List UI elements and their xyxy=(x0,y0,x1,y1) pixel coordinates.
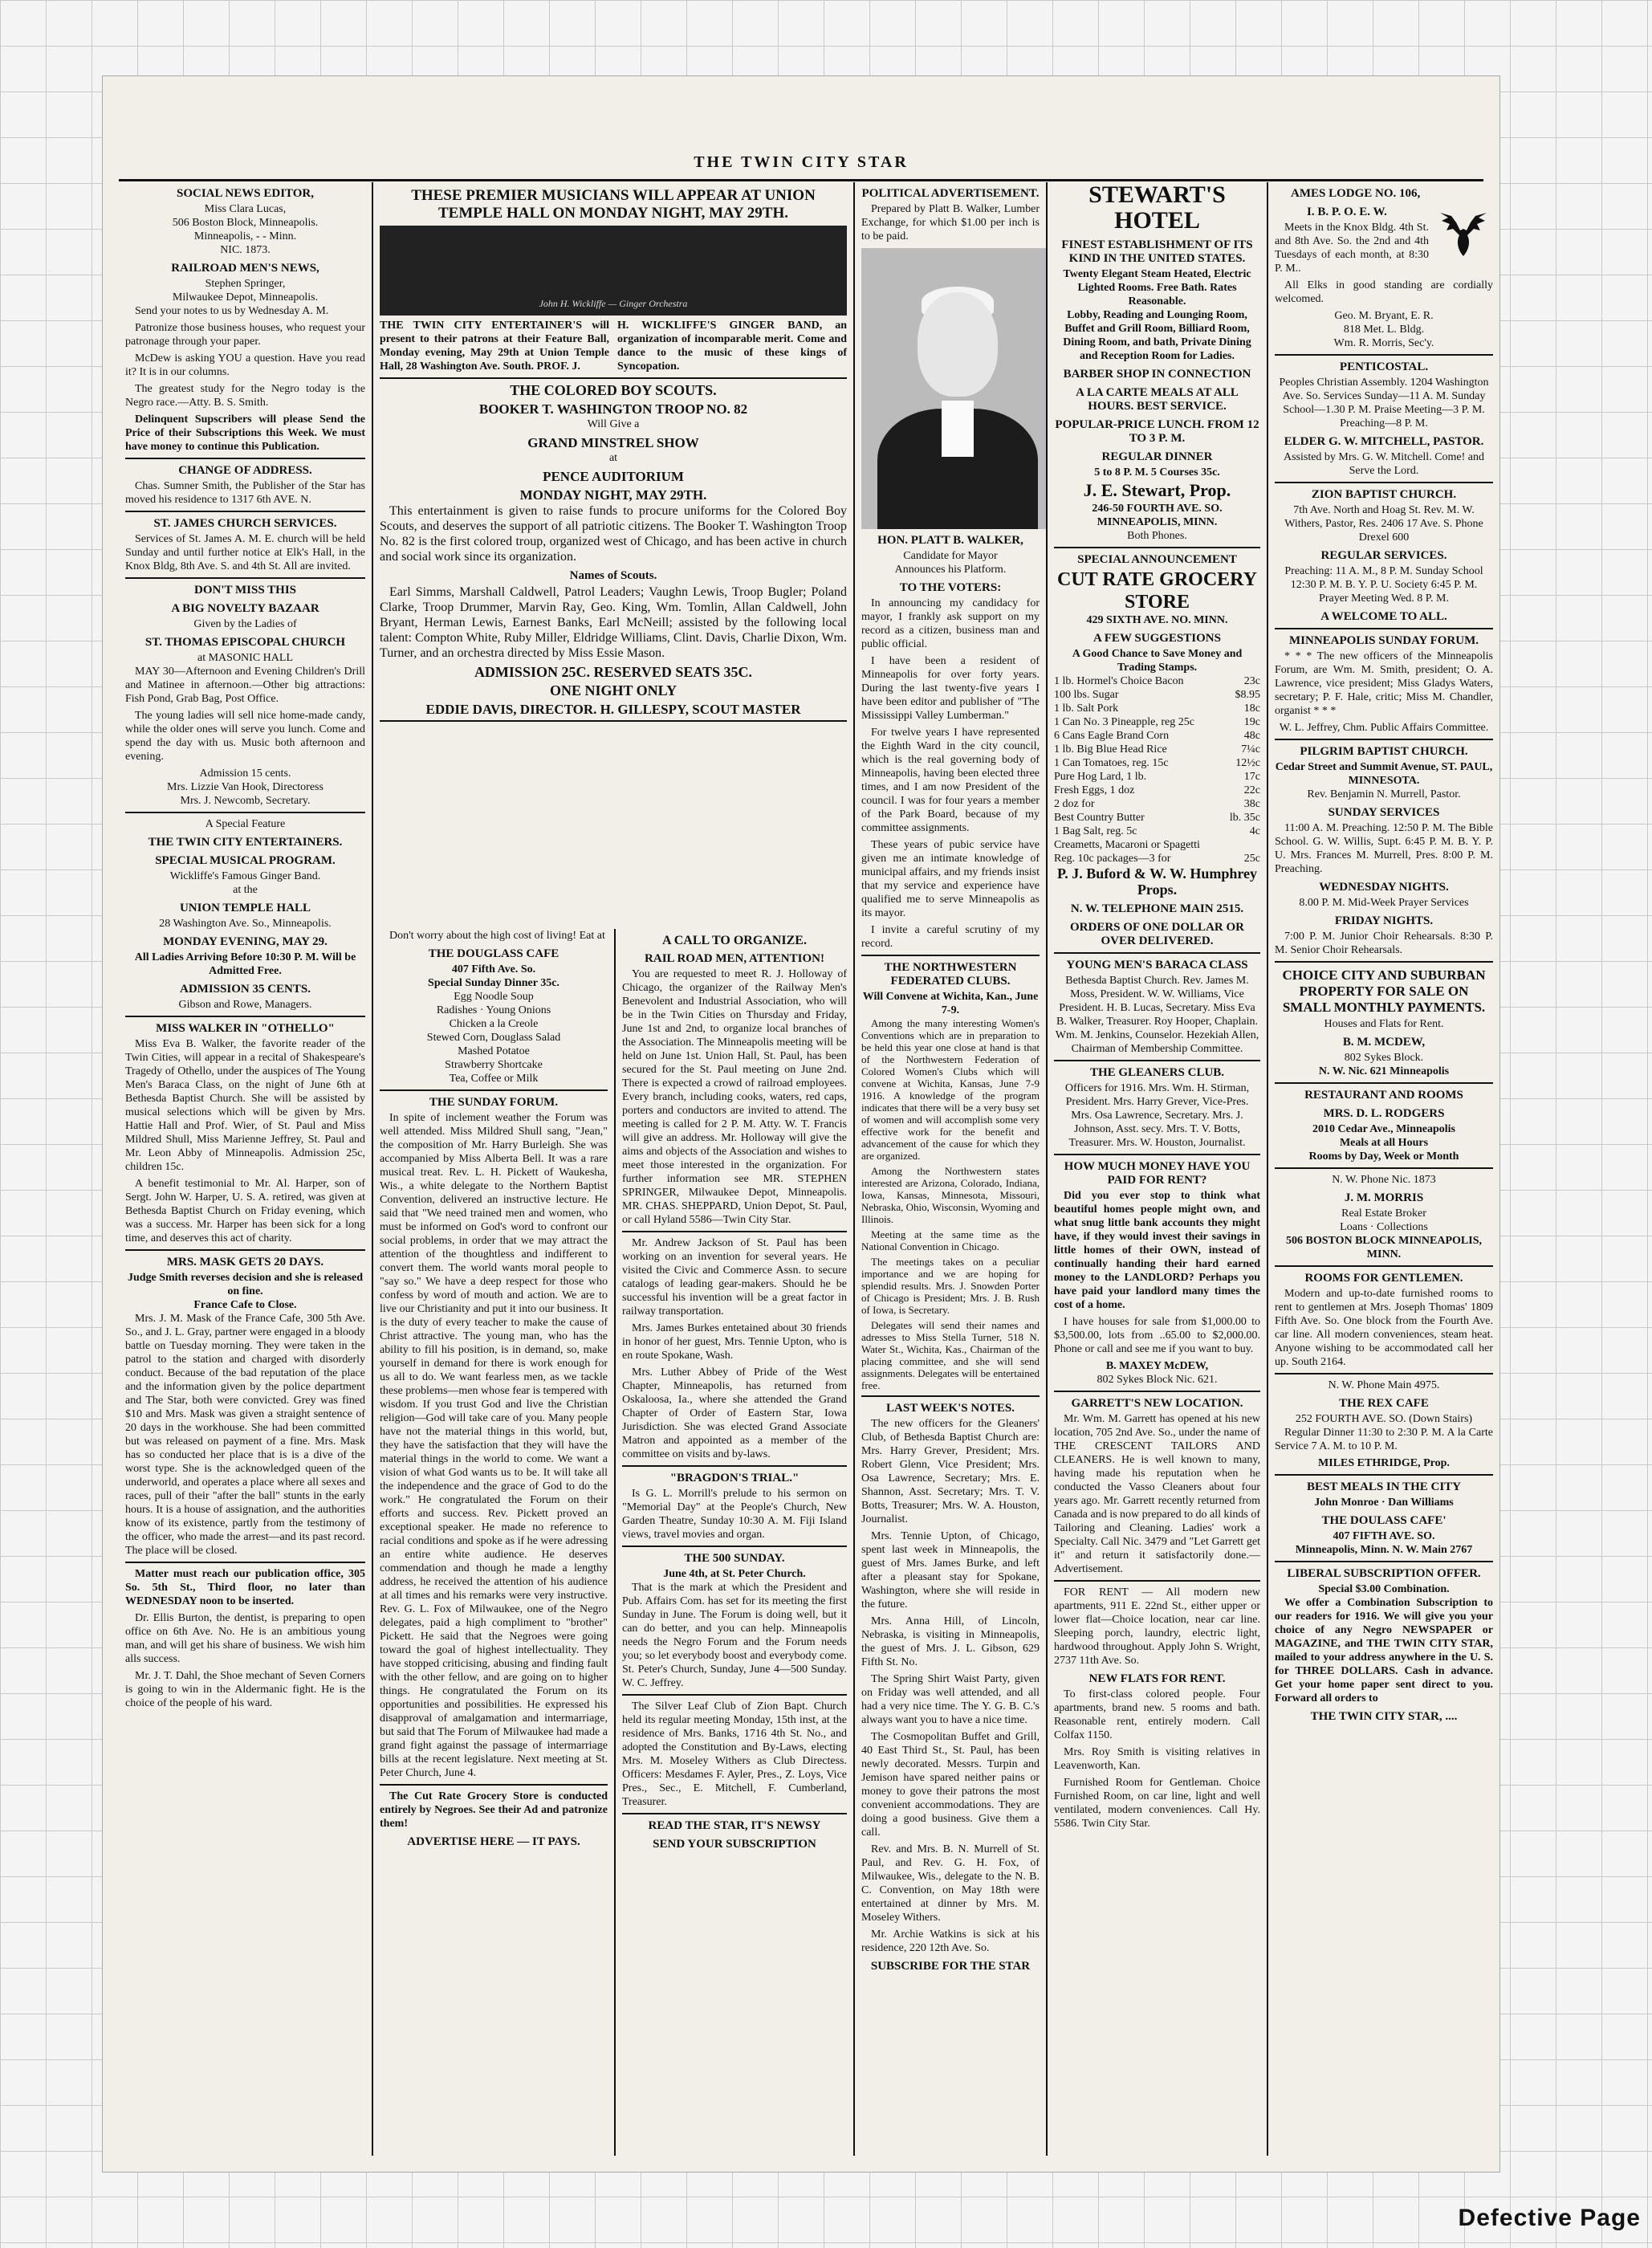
price-value: 23c xyxy=(1243,675,1260,687)
best-owners: John Monroe · Dan Williams xyxy=(1314,1497,1454,1509)
grocery-heading: CUT RATE GROCERY STORE xyxy=(1057,569,1257,613)
lastweek-text: Mrs. Tennie Upton, of Chicago, spent last week in Minneapolis, the guest of Mrs. James Burke, and left after a pleasant stay for Spokane, Washington, where she will reside in the future. xyxy=(861,1530,1040,1611)
rex-heading: THE REX CAFE xyxy=(1339,1397,1429,1410)
price-value: 48c xyxy=(1243,730,1260,742)
column-5 xyxy=(1268,182,1499,2156)
pilgrim-times: 11:00 A. M. Preaching. 12:50 P. M. The Bible School. G. W. Willis, Supt. 6:45 P. M. B. Y. P. U. Mrs. Frances M. Murrell, Pres. 8:00 P. M. Preaching. xyxy=(1275,822,1493,875)
price-row xyxy=(1054,756,1260,770)
othello-heading: MISS WALKER IN "OTHELLO" xyxy=(156,1022,335,1035)
political-text: Prepared by Platt B. Walker, Lumber Exchange, for which $1.00 per inch is to be paid. xyxy=(861,203,1040,242)
defective-page-label: Defective Page xyxy=(1458,2205,1641,2231)
restaurant-owner: MRS. D. L. RODGERS xyxy=(1323,1107,1445,1120)
price-item: 1 Can No. 3 Pineapple, reg 25c xyxy=(1054,716,1194,728)
voters-heading: TO THE VOTERS: xyxy=(899,581,1002,594)
mask-sub: Judge Smith reverses decision and she is released on fine. xyxy=(127,1272,364,1297)
grocery-orders: ORDERS OF ONE DOLLAR OR OVER DELIVERED. xyxy=(1070,921,1244,947)
price-value: 25c xyxy=(1243,853,1260,865)
scouts-body: This entertainment is given to raise funds to procure uniforms for the Colored Boy Scouts, and deserves the support of all patriotic citizens. The Booker T. Washington Troop No. 82 is the first colored troup, organized west of Chicago, and has been active in church and social work since its organization. xyxy=(380,504,847,564)
forum-text: In spite of inclement weather the Forum was well attended. Miss Mildred Shull sang, "Jean," the composition of Mr. Harry Burleigh. She was accompanied by Miss Alberta Bell. It was a rare musical treat. Rev. L. H. Pickett of Waukesha, Wis., a white delegate to the Northern Baptist Convention, delivered an instructive lecture. He said that "We need trained men and women, who must be informed on God's word to confront our social problems, in order that we may attract the attention of the thoughtless and indifferent to convert them. The world wants moral people to "say so." We have a deep respect for those who confess by word of mouth and action. We are to live our Christianity and put it into our business. It is the duty of every teacher to make the cause of Christ attractive. The young man, who has the ability to fill his position, is in demand, so, make yourself in demand for there is work enough for us all to do. We want fearless men, as we tackle these problems—men whose fear is tempered with wisdom. If you trust God and live the Christian religion—God will take care of you. Many people have not the material things in this world, but, they have the satisfaction that they will have the material things in the world to come. We want a vision of what God wants us to be. It will take all the independence and the grace of God to do the work." He congratulated the Forum on their efforts and success. Rev. Pickett proved an exceptional speaker. He made no reference to racial conditions and spoke as if he were adressing an entire white audience. He deserves commendation and though he made a lengthy address, he received the attention of his audience at all times and his remarks were very instructive. Rev. G. L. Fox of Milwaukee, one of the Negro delegates, paid a high compliment to "brother" Pickett. He said that the Negroes were going toward the goal of highest intellectuality. They have stopped criticising, abusing and finding fault with the other fellow, and are going on to higher things. He congratulated the Forum on its opportunities and possibilities. He expressed his disapproval of amalgamation and intermarriage, but said that The Forum of Milwaukee had made a grand fight against the passage of intermarriage bills at the recent legislature. Next meeting at St. Peter Church, June 4. xyxy=(380,1112,608,1779)
silverleaf-note: The Silver Leaf Club of Zion Bapt. Church held its regular meeting Monday, 15th inst, at the residence of Mrs. Banks, 1716 4th St. No., and adopted the Constitution and By-Laws, electing Mrs. M. Moseley Withers as Club Directess. Officers: Mesdames F. Ayler, Pres., Z. Loys, Vice Pres., Sec., E. Mitchell, F. Cumberland, Treasurer. xyxy=(622,1700,847,1808)
rent-text: I have houses for sale from $1,000.00 to $3,500.00, lots from ..65.00 to $2,000.00. Phone or call and see me if you want to buy. xyxy=(1054,1316,1260,1355)
stjames-heading: ST. JAMES CHURCH SERVICES. xyxy=(153,517,337,530)
nw-text: Among the many interesting Women's Conventions which are in preparation to be held this year one close at hand is that of the Northwestern Federation of Colored Women's Clubs which will convene at Wichita, Kansas, June 7-9 1916. A knowledge of the program indicates that there will be a very busy set of women and will accomplish some very effective work for the benefit and advancement of the cause for which they are organized. xyxy=(861,1017,1040,1162)
best-address: 407 FIFTH AVE. SO. xyxy=(1333,1530,1435,1542)
gleaners-heading: THE GLEANERS CLUB. xyxy=(1089,1066,1225,1079)
restaurant-rooms: Rooms by Day, Week or Month xyxy=(1308,1150,1459,1163)
price-row xyxy=(1054,838,1260,852)
hotel-line: A LA CARTE MEALS AT ALL HOURS. BEST SERVICE. xyxy=(1076,386,1239,413)
baraca-heading: YOUNG MEN'S BARACA CLASS xyxy=(1066,959,1248,971)
bazaar-at: at MASONIC HALL xyxy=(197,652,293,664)
cutrate-note: The Cut Rate Grocery Store is conducted entirely by Negroes. See their Ad and patronize them! xyxy=(380,1790,608,1830)
portrait-caption: HON. PLATT B. WALKER, xyxy=(877,534,1023,547)
morris-loans: Loans · Collections xyxy=(1340,1221,1428,1233)
feature-line: Gibson and Rowe, Managers. xyxy=(178,999,312,1011)
liberal-text: We offer a Combination Subscription to our readers for 1916. We will give you your choice of any Negro NEWSPAPER or MAGAZINE, and THE TWIN CITY STAR, mailed to your address anywhere in the U. S. for THREE DOLLARS. Cash in advance. Get your home paper sent direct to you. Forward all orders to xyxy=(1275,1597,1493,1704)
bazaar-church: ST. THOMAS EPISCOPAL CHURCH xyxy=(144,636,346,649)
furnished-note: Furnished Room for Gentleman. Choice Furnished Room, on car line, light and well ventilated, modern conveniences. Call Hy. 5586. Twin City Star. xyxy=(1054,1777,1260,1830)
pilgrim-pastor: Rev. Benjamin N. Murrell, Pastor. xyxy=(1307,788,1461,800)
price-value: 4c xyxy=(1249,825,1260,837)
menu-item: Stewed Corn, Douglass Salad xyxy=(426,1032,561,1044)
feature-line: UNION TEMPLE HALL xyxy=(179,902,311,914)
editor-line: Miss Clara Lucas, xyxy=(204,203,287,215)
price-value: 22c xyxy=(1243,784,1260,796)
price-item: 1 lb. Hormel's Choice Bacon xyxy=(1054,675,1184,687)
feature-heading: A Special Feature xyxy=(205,818,286,830)
editor-heading: SOCIAL NEWS EDITOR, xyxy=(176,187,315,200)
feature-line: All Ladies Arriving Before 10:30 P. M. Will be Admitted Free. xyxy=(134,951,356,977)
nw-sub: Will Convene at Wichita, Kan., June 7-9. xyxy=(862,991,1039,1016)
bazaar-heading-2: A BIG NOVELTY BAZAAR xyxy=(171,602,319,615)
zion-text: 7th Ave. North and Hoag St. Rev. M. W. Withers, Pastor, Res. 2406 17 Ave. S. Phone Drexel 600 xyxy=(1284,504,1483,544)
zion-services: REGULAR SERVICES. xyxy=(1320,549,1447,562)
restaurant-meals: Meals at all Hours xyxy=(1339,1137,1429,1149)
benefit-text: A benefit testimonial to Mr. Al. Harper, son of Sergt. John W. Harper, U. S. A. retired, was given at Bethesda Baptist Church on Friday evening, which was a success. Mr. Harper has been sick for a long time, and deserves this act of charity. xyxy=(125,1178,365,1244)
cafe-heading: THE DOUGLASS CAFE xyxy=(428,947,559,960)
rex-prop: MILES ETHRIDGE, Prop. xyxy=(1318,1457,1450,1469)
matter-note: Matter must reach our publication office, 305 So. 5th St., Third floor, no later than WEDNESDAY noon to be inserted. xyxy=(125,1568,365,1607)
newspaper-page xyxy=(103,76,1499,2172)
price-value: 19c xyxy=(1243,716,1260,728)
nw-text: Meeting at the same time as the National Convention in Chicago. xyxy=(861,1228,1040,1252)
voters-text: In announcing my candidacy for mayor, I frankly ask support on my record as a citizen, business man and public official. xyxy=(861,597,1040,650)
rail-line: Send your notes to us by Wednesday A. M. xyxy=(135,305,329,317)
scouts-heading: THE COLORED BOY SCOUTS. xyxy=(510,382,717,398)
price-item: Best Country Butter xyxy=(1054,812,1145,824)
walker-portrait xyxy=(861,248,1046,529)
pilgrim-address: Cedar Street and Summit Avenue, ST. PAUL, MINNESOTA. xyxy=(1275,761,1493,787)
scouts-troop: BOOKER T. WASHINGTON TROOP NO. 82 xyxy=(478,401,748,417)
price-item: Creametts, Macaroni or Spagetti xyxy=(1054,839,1200,851)
forrent-text: FOR RENT — All modern new apartments, 911 E. 22nd St., either upper or lower flat—Choice location, near car line. Sleeping porch, laundry, electric light, hardwood throughout. Apply John S. Wright, 2737 11th Ave. So. xyxy=(1054,1586,1260,1667)
menu-item: Tea, Coffee or Milk xyxy=(449,1073,539,1085)
dahl-note: Mr. J. T. Dahl, the Shoe mechant of Seven Corners is going to win in the Aldermanic fight. He is the choice of the people of his ward. xyxy=(125,1670,365,1709)
price-item: 1 lb. Salt Pork xyxy=(1054,702,1119,715)
rail-text: You are requested to meet R. J. Holloway of Chicago, the organizer of the Railway Men's Benevolent and Industrial Association, who will be in the Twin Cities on Thursday and Friday, June 1st and 2nd, to organize local branches of the Association. The Minneapolis meeting will be held on June 1st. Union Hall, St. Paul, has been secured for the St. Paul meeting on June 2nd. There is expected a crowd of railroad employees. Every branch, including cooks, waters, red caps, porters and conductors are invited to attend. The meeting is called for 2 P. M. Atty. W. T. Francis will give an address. Mr. Holloway will give the aims and objects of the Association and wishes to meet those interested in the organization. For further information see MR. STEPHEN SPRINGER, Milwaukee Depot, Minneapolis. MR. CHAS. SHEPPARD, Union Depot, St. Paul, or call Hyland 5586—Twin City Star. xyxy=(622,968,847,1226)
hotel-heading: STEWART'S HOTEL xyxy=(1088,182,1226,234)
msf-heading: MINNEAPOLIS SUNDAY FORUM. xyxy=(1289,634,1479,647)
pentecostal-pastor: ELDER G. W. MITCHELL, PASTOR. xyxy=(1284,435,1484,448)
zion-welcome: A WELCOME TO ALL. xyxy=(1320,610,1447,623)
rooms-heading: ROOMS FOR GENTLEMEN. xyxy=(1304,1272,1463,1285)
bazaar-admission: Admission 15 cents. xyxy=(199,768,291,780)
mask-sub2: France Cafe to Close. xyxy=(193,1299,297,1311)
feature-line: MONDAY EVENING, MAY 29. xyxy=(163,935,328,948)
morris-name: J. M. MORRIS xyxy=(1344,1191,1424,1204)
columns xyxy=(119,182,1493,2156)
roy-note: Mrs. Roy Smith is visiting relatives in Leavenworth, Kan. xyxy=(1054,1746,1260,1772)
pentecostal-heading: PENTICOSTAL. xyxy=(1339,360,1429,373)
price-item: 100 lbs. Sugar xyxy=(1054,689,1119,701)
choice-heading: CHOICE CITY AND SUBURBAN PROPERTY FOR SALE ON SMALL MONTHLY PAYMENTS. xyxy=(1282,967,1486,1015)
gleaners-text: Officers for 1916. Mrs. Wm. H. Stirman, President. Mrs. Harry Grever, Vice-Pres. Mrs. Osa Lawrence, Secretary. Mrs. J. Johnson, Asst. secy. Mrs. T. V. Botts, Treasurer. Mrs. W. Houston, Journalist. xyxy=(1064,1082,1250,1149)
photo-caption: John H. Wickliffe — Ginger Orchestra xyxy=(539,298,688,309)
elks-heading: AMES LODGE NO. 106, xyxy=(1291,187,1421,200)
price-value: 12½c xyxy=(1235,757,1260,769)
rent-agent: B. MAXEY McDEW, xyxy=(1105,1360,1209,1372)
rent-text: Did you ever stop to think what beautiful homes people might own, and what snug little bank accounts they might have, if they would invest their savings in little homes of their OWN, instead of continually handing their hard earned money to the LANDLORD? Perhaps you have paid your landlord many times the cost of a home. xyxy=(1054,1190,1260,1311)
feature-line: at the xyxy=(233,884,258,896)
mask-text: Mrs. J. M. Mask of the France Cafe, 300 5th Ave. So., and J. L. Gray, partner were engaged in a bloody battle on Tuesday morning. They were taken in the patrol to the station and charged with disorderly conduct. Because of the bad reputation of the place and the information given by the police department and The Star, both were convicted. Grey was fined $10 and Mrs. Mask was given a straight sentence of 20 days in the workhouse. She had been committed but was released on payment of a fine. Mrs. Mask has so conducted her place that is is a dive of the worst type. She is the acknowledged queen of the underworld, and operates a place where all sexes and races, pull of their "after the ball" stunts in the early hours. It is a house of assignation, and the authorities know of its existence, partly from the testimony of the officer, who made the arrest—and its past record. The place will be closed. xyxy=(125,1313,365,1557)
price-row xyxy=(1054,674,1260,688)
entertainers-block xyxy=(380,319,847,373)
column-3 xyxy=(855,182,1046,2156)
voters-text: For twelve years I have represented the Eighth Ward in the city council, which is the real governing body of Minneapolis, having been elected three times, and I am now President of the council. I was for four years a member of the Park Board, because of my committee assignments. xyxy=(861,727,1040,834)
choice-text: Houses and Flats for Rent. xyxy=(1324,1018,1444,1030)
feature-line: SPECIAL MUSICAL PROGRAM. xyxy=(155,854,336,867)
scouts-venue: PENCE AUDITORIUM xyxy=(543,469,684,484)
othello-text: Miss Eva B. Walker, the favorite reader of the Twin Cities, will appear in a recital of Shakespeare's Tragedy of Othello, under the auspices of The Young Men's Baraca Class, on the night of June 6th at Bethesda Baptist Church. She will be assisted by musical selections which will be given by Mrs. Hattie Hall and Prof. Wier, of St. Paul and Miss Mildred Shull, Miss Marienne Jeffrey, St. Paul and Mr. Leon Abby of Minneapolis. Admission 25c, children 15c. xyxy=(125,1038,365,1173)
price-row xyxy=(1054,702,1260,715)
rail-line: Stephen Springer, xyxy=(205,278,286,290)
pentecostal-text: Peoples Christian Assembly. 1204 Washington Ave. So. Services Sunday—11 A. M. Sunday School—1.30 P. M. Praise Meeting—3 P. M. Preaching—8 P. M. xyxy=(1279,377,1489,430)
grocery-suggestions: A FEW SUGGESTIONS xyxy=(1093,632,1221,645)
scouts-line: at xyxy=(608,452,618,464)
elks-sub: I. B. P. O. E. W. xyxy=(1307,206,1387,218)
nw-text: Among the Northwestern states interested are Arizona, Colorado, Indiana, Iowa, Kansas, Minnesota, Missouri, Nebraska, Ohio, Wisconsin, Wyoming and Illinois. xyxy=(861,1165,1040,1225)
elks-text: Meets in the Knox Bldg. 4th St. and 8th Ave. So. the 2nd and 4th Tuesdays of each month, at 8:30 P. M.. xyxy=(1275,222,1429,275)
voters-text: I have been a resident of Minneapolis for over forty years. During the last twenty-five years I have been editor and publisher of "The Mississippi Valley Lumberman." xyxy=(861,655,1040,722)
rail-attention: RAIL ROAD MEN, ATTENTION! xyxy=(645,952,824,965)
scouts-show: GRAND MINSTREL SHOW xyxy=(527,435,699,450)
elks-officer: Geo. M. Bryant, E. R. xyxy=(1334,310,1434,322)
cafe-special: Special Sunday Dinner 35c. xyxy=(428,977,559,989)
pilgrim-services: SUNDAY SERVICES xyxy=(1328,806,1440,819)
hotel-line: FINEST ESTABLISHMENT OF ITS KIND IN THE UNITED STATES. xyxy=(1061,238,1253,265)
read-star: READ THE STAR, IT'S NEWSY xyxy=(648,1819,821,1832)
rent-heading: HOW MUCH MONEY HAVE YOU PAID FOR RENT? xyxy=(1064,1160,1251,1187)
scouts-one-night: ONE NIGHT ONLY xyxy=(549,682,677,698)
entertainers-text: THE TWIN CITY ENTERTAINER'S will present to their patrons at their Feature Ball, Monday evening, May 29th at Union Temple Hall, 28 Washington Ave. South. PROF. J. xyxy=(380,320,609,373)
pilgrim-wed-time: 8.00 P. M. Mid-Week Prayer Services xyxy=(1299,897,1469,909)
voters-text: I invite a careful scrutiny of my record. xyxy=(861,924,1040,950)
price-row xyxy=(1054,852,1260,865)
mask-heading: MRS. MASK GETS 20 DAYS. xyxy=(166,1256,324,1269)
elks-officer: 818 Met. L. Bldg. xyxy=(1343,324,1425,336)
best-heading: BEST MEALS IN THE CITY xyxy=(1306,1480,1461,1493)
choice-phone: N. W. Nic. 621 Minneapolis xyxy=(1318,1065,1450,1077)
hotel-line: Twenty Elegant Steam Heated, Electric Lighted Rooms. Free Bath. Rates Reasonable. xyxy=(1063,268,1251,307)
political-heading: POLITICAL ADVERTISEMENT. xyxy=(861,187,1040,200)
candidate-line: Candidate for Mayor xyxy=(903,550,998,562)
nw-heading: THE NORTHWESTERN FEDERATED CLUBS. xyxy=(884,961,1017,988)
price-list xyxy=(1054,674,1260,865)
rail-line: Milwaukee Depot, Minneapolis. xyxy=(172,291,319,303)
abbey-note: Mrs. Luther Abbey of Pride of the West Chapter, Minneapolis, has returned from Oskaloosa, Ia., where she attended the Grand Chapter of Order of Eastern Star, Iowa Jurisdiction. She was elected Grand Associate Matron and appointed as a member of the committee on visits and by-laws. xyxy=(622,1366,847,1460)
choice-agent: B. M. MCDEW, xyxy=(1342,1036,1426,1049)
menu-item: Radishes · Young Onions xyxy=(436,1004,551,1016)
forum-heading: THE SUNDAY FORUM. xyxy=(429,1096,559,1109)
msf-text: * * * The new officers of the Minneapolis Forum, are Wm. M. Smith, president; O. A. Lawrence, vice president; Miss Gladys Waters, secretary; P. F. Hale, critic; Miss M. Chandler, organist * * * xyxy=(1275,650,1493,717)
rex-phone: N. W. Phone Main 4975. xyxy=(1328,1379,1440,1391)
burkes-note: Mrs. James Burkes entetained about 30 friends in honor of her guest, Mrs. Tennie Upton, who is en route Spokane, Wash. xyxy=(622,1322,847,1362)
grocery-sub: A Good Chance to Save Money and Trading Stamps. xyxy=(1072,648,1243,674)
announces-line: Announces his Platform. xyxy=(894,564,1007,576)
menu-item: Egg Noodle Soup xyxy=(454,991,534,1003)
editor-line: 506 Boston Block, Minneapolis. xyxy=(172,217,319,229)
price-value: lb. 35c xyxy=(1229,812,1260,824)
change-text: Chas. Sumner Smith, the Publisher of the Star has moved his residence to 1317 6th AVE. N. xyxy=(125,480,365,506)
lastweek-heading: LAST WEEK'S NOTES. xyxy=(886,1402,1015,1415)
price-item: 1 Bag Salt, reg. 5c xyxy=(1054,825,1137,837)
rent-agent-address: 802 Sykes Block Nic. 621. xyxy=(1097,1374,1218,1386)
morris-address: 506 BOSTON BLOCK MINNEAPOLIS, MINN. xyxy=(1285,1235,1482,1260)
stjames-text: Services of St. James A. M. E. church will be held Sunday and until further notice at Elk's Hall, in the Knox Bldg, 8th Ave. S. and 4th St. All are invited. xyxy=(125,533,365,572)
price-row xyxy=(1054,743,1260,756)
choice-address: 802 Sykes Block. xyxy=(1344,1052,1424,1064)
feature-line: Wickliffe's Famous Ginger Band. xyxy=(169,870,321,882)
price-row xyxy=(1054,770,1260,784)
price-row xyxy=(1054,797,1260,811)
morris-title: Real Estate Broker xyxy=(1341,1207,1426,1220)
price-row xyxy=(1054,825,1260,838)
newflats-text: To first-class colored people. Four apartments, brand new. 5 rooms and bath. Reasonable rent, entirely modern. Call Colfax 1150. xyxy=(1054,1688,1260,1741)
pilgrim-heading: PILGRIM BAPTIST CHURCH. xyxy=(1300,745,1468,758)
price-item: Pure Hog Lard, 1 lb. xyxy=(1054,771,1147,783)
price-item: 1 lb. Big Blue Head Rice xyxy=(1054,743,1167,755)
price-item: 6 Cans Eagle Brand Corn xyxy=(1054,730,1170,742)
garrett-heading: GARRETT'S NEW LOCATION. xyxy=(1071,1397,1243,1410)
rex-hours: Regular Dinner 11:30 to 2:30 P. M. A la Carte Service 7 A. M. to 10 P. M. xyxy=(1275,1427,1493,1452)
feature-line: 28 Washington Ave. So., Minneapolis. xyxy=(159,918,332,930)
voters-text: These years of pubic service have given me an intimate knowledge of municipal affairs, and my friends insist that my service and experience have qualified me to serve Minneapolis as its mayor. xyxy=(861,839,1040,919)
call-heading: A CALL TO ORGANIZE. xyxy=(662,934,807,947)
scouts-date: MONDAY NIGHT, MAY 29TH. xyxy=(519,487,707,503)
restaurant-heading: RESTAURANT AND ROOMS xyxy=(1304,1089,1463,1102)
best-phone: Minneapolis, Minn. N. W. Main 2767 xyxy=(1295,1544,1473,1556)
cafe-address: 407 Fifth Ave. So. xyxy=(451,963,536,975)
elk-head-icon xyxy=(1435,210,1491,258)
elks-text: All Elks in good standing are cordially welcomed. xyxy=(1275,279,1493,305)
feature-line: THE TWIN CITY ENTERTAINERS. xyxy=(148,836,343,849)
band-text: H. WICKLIFFE'S GINGER BAND, an organization of incomparable merit. Come and dance to the music of these kings of Syncopation. xyxy=(617,320,847,373)
price-row xyxy=(1054,715,1260,729)
grocery-address: 429 SIXTH AVE. NO. MINN. xyxy=(1086,614,1228,626)
change-heading: CHANGE OF ADDRESS. xyxy=(178,464,312,477)
scouts-line: Will Give a xyxy=(587,418,640,430)
hotel-line: Lobby, Reading and Lounging Room, Buffet and Grill Room, Billiard Room, Dining Room, and bath, Private Dining and Reception Room for Ladies. xyxy=(1063,309,1251,362)
jackson-note: Mr. Andrew Jackson of St. Paul has been working on an invention for several years. He visited the Civic and Commerce Assn. to secure catalogs of leading gear-makers. Should he be successful his invention will be a great factor in railway transportation. xyxy=(622,1237,847,1317)
column-2b xyxy=(614,929,853,2156)
grocery-props: P. J. Buford & W. W. Humphrey Props. xyxy=(1056,865,1258,898)
mcdew-note: McDew is asking YOU a question. Have you read it? It is in our columns. xyxy=(125,352,365,378)
lastweek-text: The Cosmopolitan Buffet and Grill, 40 East Third St., St. Paul, has been newly decorated. Messrs. Turpin and Jemison have spared neither pains or money to gove their patrons the most convenient accommodations. They are doing a good business. Give them a call. xyxy=(861,1731,1040,1839)
lastweek-text: Mr. Archie Watkins is sick at his residence, 220 12th Ave. So. xyxy=(861,1928,1040,1954)
price-row xyxy=(1054,729,1260,743)
names-text: Earl Simms, Marshall Caldwell, Patrol Leaders; Vaughn Lewis, Troop Bugler; Poland Clarke, Troop Drummer, Marvin Ray, Geo. King, Wm. Tomlin, Allan Caldwell, John Bryant, Herman Lewis, Earnest Banks, Earl McNeill; assisted by the following local talent: Compton White, Ruby Miller, Eldridge Williams, Clint. Davis, Charlie Dixon, Wm. Turner, and an orchestra directed by Miss Essie Mason. xyxy=(380,585,847,660)
lastweek-text: Mrs. Anna Hill, of Lincoln, Nebraska, is visiting in Minneapolis, the guest of Mrs. J. L. Gibson, 629 Fifth St. No. xyxy=(861,1615,1040,1668)
scouts-admission: ADMISSION 25C. RESERVED SEATS 35C. xyxy=(474,664,753,680)
scouts-director: EDDIE DAVIS, DIRECTOR. H. GILLESPY, SCOUT MASTER xyxy=(425,702,801,717)
msf-committee: W. L. Jeffrey, Chm. Public Affairs Committee. xyxy=(1279,722,1489,734)
bragdon-heading: "BRAGDON'S TRIAL." xyxy=(669,1472,800,1484)
sunday500-heading: THE 500 SUNDAY. xyxy=(684,1552,785,1565)
column-2-top xyxy=(373,182,853,921)
bazaar-text: The young ladies will sell nice home-made candy, while the older ones will serve you lunch. Come and spend the day with us. Music both afternoon and evening. xyxy=(125,710,365,763)
menu-item: Mashed Potatoe xyxy=(458,1045,530,1057)
restaurant-address: 2010 Cedar Ave., Minneapolis xyxy=(1312,1123,1455,1135)
names-heading: Names of Scouts. xyxy=(569,569,657,582)
hotel-prop: J. E. Stewart, Prop. xyxy=(1083,480,1231,500)
hotel-line: BARBER SHOP IN CONNECTION xyxy=(1063,368,1251,381)
price-item: Fresh Eggs, 1 doz xyxy=(1054,784,1135,796)
rail-heading: RAILROAD MEN'S NEWS, xyxy=(171,262,319,275)
nw-text: The meetings takes on a peculiar importance and we are hoping for splendid results. Mrs. J. Snowden Porter of Chicago is President; Mrs. J. B. Rush of Iowa, is Secretary. xyxy=(861,1256,1040,1316)
send-subscription: SEND YOUR SUBSCRIPTION xyxy=(653,1838,816,1851)
price-row xyxy=(1054,811,1260,825)
price-item: 2 doz for xyxy=(1054,798,1095,810)
pilgrim-wed: WEDNESDAY NIGHTS. xyxy=(1319,881,1449,894)
liberal-address: THE TWIN CITY STAR, .... xyxy=(1310,1710,1458,1723)
zion-times: Preaching: 11 A. M., 8 P. M. Sunday School 12:30 P. M. B. Y. P. U. Society 6:45 P. M. Prayer Meeting Wed. 8 P. M. xyxy=(1284,565,1483,605)
price-value: 17c xyxy=(1243,771,1260,783)
column-4 xyxy=(1048,182,1267,2156)
pilgrim-fri: FRIDAY NIGHTS. xyxy=(1334,914,1434,927)
zion-heading: ZION BAPTIST CHURCH. xyxy=(1311,488,1457,501)
advertise-note: ADVERTISE HERE — IT PAYS. xyxy=(407,1835,580,1848)
burton-note: Dr. Ellis Burton, the dentist, is preparing to open office on 6th Ave. No. He is an ambitious young man, and will get his share of business. We wish him alls success. xyxy=(125,1612,365,1665)
hotel-line: 5 to 8 P. M. 5 Courses 35c. xyxy=(1094,466,1220,479)
musicians-heading: THESE PREMIER MUSICIANS WILL APPEAR AT UNION TEMPLE HALL ON MONDAY NIGHT, MAY 29TH. xyxy=(411,187,816,222)
sunday500-sub: June 4th, at St. Peter Church. xyxy=(663,1568,806,1580)
lastweek-text: The Spring Shirt Waist Party, given on Friday was well attended, and all had a very nice time. The Y. G. B. C.'s always want you to have a nice time. xyxy=(861,1673,1040,1726)
price-item: Reg. 10c packages—3 for xyxy=(1054,853,1171,865)
price-item: 1 Can Tomatoes, reg. 15c xyxy=(1054,757,1169,769)
hotel-address: 246-50 FOURTH AVE. SO. MINNEAPOLIS, MINN. xyxy=(1092,503,1223,528)
orchestra-photo xyxy=(380,226,847,316)
elks-officer: Wm. R. Morris, Sec'y. xyxy=(1333,337,1434,349)
feature-line: ADMISSION 35 CENTS. xyxy=(180,983,311,996)
hotel-line: POPULAR-PRICE LUNCH. FROM 12 TO 3 P. M. xyxy=(1055,418,1259,445)
price-row xyxy=(1054,688,1260,702)
subscribe-note: SUBSCRIBE FOR THE STAR xyxy=(870,1960,1031,1973)
hotel-line: REGULAR DINNER xyxy=(1101,450,1213,463)
rooms-text: Modern and up-to-date furnished rooms to rent to gentlemen at Mrs. Joseph Thomas' 1809 Fifth Ave. So. One block from the Fourth Ave. car line. All modern conveniences, steam heat. Anyone wishing to be accommodated call her up. South 2164. xyxy=(1275,1288,1493,1368)
morris-phone: N. W. Phone Nic. 1873 xyxy=(1332,1174,1436,1186)
nw-text: Delegates will send their names and adresses to Miss Stella Turner, 518 N. Water St., Wichita, Kas., Chairman of the placing committee, and she will send assignments. Delegates will be entertained free. xyxy=(861,1319,1040,1391)
price-value: 7¼c xyxy=(1241,743,1260,755)
bazaar-text: MAY 30—Afternoon and Evening Children's Drill and Matinee in afternoon.—Other big attractions: Fish Pond, Grab Bag, Post Office. xyxy=(125,666,365,705)
price-value: 38c xyxy=(1243,798,1260,810)
column-1 xyxy=(119,182,372,2156)
price-value: 18c xyxy=(1243,702,1260,715)
worry-text: Don't worry about the high cost of living! Eat at xyxy=(389,930,605,942)
column-2a xyxy=(373,929,614,2156)
price-row xyxy=(1054,784,1260,797)
baraca-text: Bethesda Baptist Church. Rev. James M. Moss, President. W. W. Williams, Vice President. H. B. Lucas, Secretary. Miss Eva B. Walker, Treasurer. Roy Hooper, Chaplain. Wm. M. Jenkins, Counselor. Hezekiah Allen, Chairman of Membership Committee. xyxy=(1055,975,1259,1055)
sunday500-text: That is the mark at which the President and Pub. Affairs Com. has set for its meeting the first Sunday in June. The Forum is doing well, but it can do better, and you can help. Minneapolis needs the Negro Forum and the Forum needs you; so let everybody boost and everybody come. St. Peter's Church, Sunday, June 4—500 Sunday. W. C. Jeffrey. xyxy=(622,1582,847,1689)
pilgrim-fri-time: 7:00 P. M. Junior Choir Rehearsals. 8:30 P. M. Senior Choir Rehearsals. xyxy=(1275,931,1493,956)
menu-item: Strawberry Shortcake xyxy=(445,1059,543,1071)
patronize-note: Patronize those business houses, who request your patronage through your paper. xyxy=(125,322,365,348)
garrett-text: Mr. Wm. M. Garrett has opened at his new location, 705 2nd Ave. So., under the name of THE CRESCENT TAILORS AND CLEANERS. He is well known to many, having made his reputation when he conducted the Vasso Cleaners about four years ago. Mr. Garrett recently returned from Canada and is now prepared to do all kinds of Tailoring and Cleaning. Ladies' work a Specialty. Call Nic. 3479 and "Let Garrett get it" and return it satisfactorily done.—Advertisement. xyxy=(1054,1413,1260,1575)
pentecostal-assist: Assisted by Mrs. G. W. Mitchell. Come! and Serve the Lord. xyxy=(1283,451,1485,477)
bazaar-secretary: Mrs. J. Newcomb, Secretary. xyxy=(180,795,311,807)
bragdon-text: Is G. L. Morrill's prelude to his sermon on "Memorial Day" at the People's Church, New Garden Theatre, Sunday 10:30 A. M. Fiji Island views, travel movies and organ. xyxy=(622,1488,847,1541)
bazaar-heading: DON'T MISS THIS xyxy=(194,584,296,597)
rex-address: 252 FOURTH AVE. SO. (Down Stairs) xyxy=(1295,1413,1473,1425)
liberal-special: Special $3.00 Combination. xyxy=(1318,1583,1450,1595)
grocery-special: SPECIAL ANNOUNCEMENT xyxy=(1077,553,1237,566)
editor-line: NIC. 1873. xyxy=(220,244,271,256)
bazaar-given: Given by the Ladies of xyxy=(193,618,297,630)
lastweek-text: The new officers for the Gleaners' Club, of Bethesda Baptist Church are: Mrs. Harry Grever, President; Mrs. Robert Glenn, Vice President; Mrs. Osa Lawrence, Secretary; Mrs. E. Shannon, Asst. Secretary; Mrs. T. V. Botts, Treasurer; Mrs. W. A. Houston, Journalist. xyxy=(861,1418,1040,1525)
bazaar-director: Mrs. Lizzie Van Hook, Directoress xyxy=(167,781,323,793)
newflats-heading: NEW FLATS FOR RENT. xyxy=(1088,1672,1226,1685)
masthead: THE TWIN CITY STAR xyxy=(119,153,1483,181)
liberal-heading: LIBERAL SUBSCRIPTION OFFER. xyxy=(1287,1567,1481,1580)
best-cafe: THE DOULASS CAFE' xyxy=(1321,1514,1447,1527)
delinquent-note: Delinquent Supscribers will please Send the Price of their Subscriptions this Week. We must have money to continue this Publication. xyxy=(125,413,365,453)
editor-line: Minneapolis, - - Minn. xyxy=(193,230,297,242)
grocery-phone: N. W. TELEPHONE MAIN 2515. xyxy=(1070,902,1244,915)
hotel-phones: Both Phones. xyxy=(1127,530,1187,542)
menu-item: Chicken a la Creole xyxy=(449,1018,539,1030)
lastweek-text: Rev. and Mrs. B. N. Murrell of St. Paul, and Rev. G. H. Fox, of Milwaukee, Wis., delegate to the N. B. C. Convention, on May 18th were entertained at dinner by Mrs. M. Moseley Withers. xyxy=(861,1843,1040,1924)
study-note: The greatest study for the Negro today is the Negro race.—Atty. B. S. Smith. xyxy=(125,383,365,409)
price-value: $8.95 xyxy=(1235,689,1260,701)
